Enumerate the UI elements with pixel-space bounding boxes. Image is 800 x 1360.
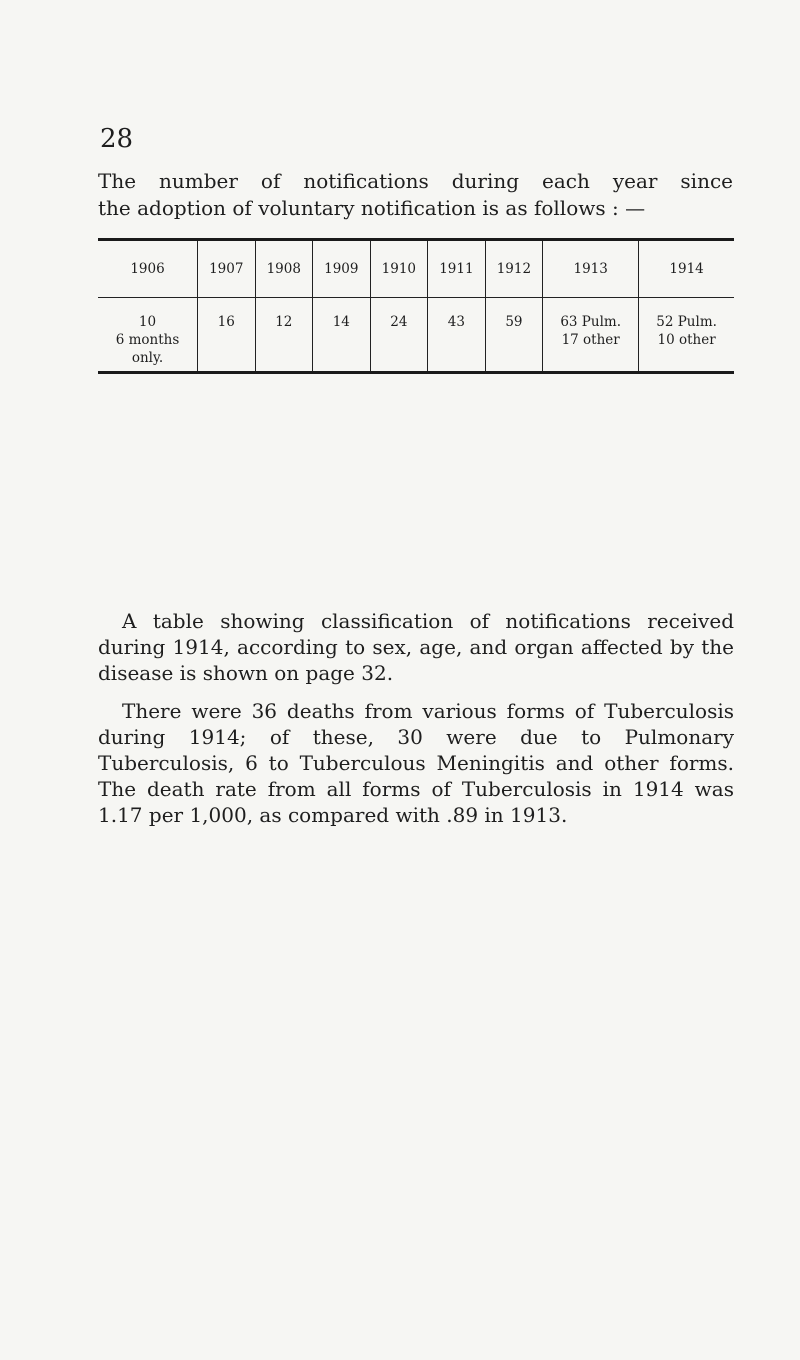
cell-line: 43 bbox=[447, 314, 465, 330]
cell-line: 24 bbox=[390, 314, 408, 330]
cell-line: 63 Pulm. bbox=[560, 314, 621, 330]
paragraph-classification: A table showing classification of notifications received during 1914, according to sex, age, and organ affected by the disease is shown on page 32. bbox=[98, 609, 734, 685]
paragraph-deaths: There were 36 deaths from various forms of Tuberculosis during 1914; of these, 30 were due to Pulmonary Tuberculosis, 6 to Tuberculous Meningitis and other forms. The death rate from all forms of Tuberculosis in 1914 was 1.17 per 1,000, as compared with .89 in 1913. bbox=[98, 699, 734, 827]
header-cell: 1912 bbox=[485, 240, 543, 298]
header-cell: 1911 bbox=[428, 240, 486, 298]
header-cell: 1907 bbox=[197, 240, 255, 298]
table-cell bbox=[639, 298, 734, 373]
header-cell: 1906 bbox=[98, 240, 197, 298]
cell-line: only. bbox=[131, 350, 164, 366]
cell-line: 17 other bbox=[561, 332, 620, 348]
cell-line: 10 bbox=[138, 314, 157, 330]
table-cell bbox=[370, 298, 428, 373]
cell-line: 52 Pulm. bbox=[656, 314, 717, 330]
table-header-row bbox=[98, 240, 734, 298]
cell-line: 12 bbox=[275, 314, 293, 330]
header-cell: 1908 bbox=[255, 240, 313, 298]
cell-line: 16 bbox=[217, 314, 235, 330]
body-text bbox=[98, 608, 734, 840]
cell-line: 14 bbox=[332, 314, 350, 330]
table-row bbox=[98, 298, 734, 373]
intro-line-2: the adoption of voluntary notification is as follows : — bbox=[98, 196, 646, 220]
cell-line: 6 months bbox=[115, 332, 180, 348]
table-cell bbox=[485, 298, 543, 373]
page-number: 28 bbox=[100, 124, 134, 154]
cell-line: 59 bbox=[505, 314, 523, 330]
table-cell bbox=[313, 298, 371, 373]
table-cell bbox=[197, 298, 255, 373]
table-cell bbox=[98, 298, 197, 373]
intro-paragraph bbox=[98, 168, 733, 222]
notifications-table bbox=[98, 238, 734, 374]
table-cell bbox=[255, 298, 313, 373]
header-cell: 1910 bbox=[370, 240, 428, 298]
header-cell: 1914 bbox=[639, 240, 734, 298]
table-cell bbox=[543, 298, 639, 373]
intro-line-1: The number of notifications during each year since bbox=[98, 169, 733, 193]
table-cell bbox=[428, 298, 486, 373]
header-cell: 1909 bbox=[313, 240, 371, 298]
header-cell: 1913 bbox=[543, 240, 639, 298]
cell-line: 10 other bbox=[657, 332, 716, 348]
